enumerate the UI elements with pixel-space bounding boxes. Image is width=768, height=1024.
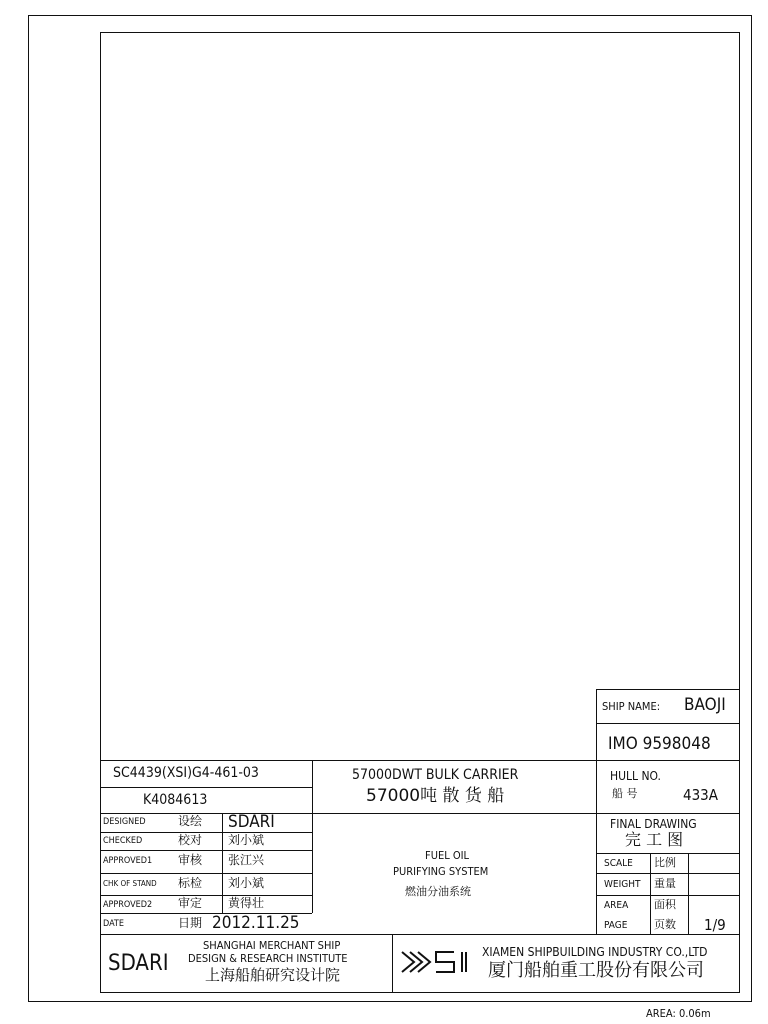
prop-label-cn: 页数: [654, 918, 676, 931]
signoff-value: 黄得壮: [228, 896, 265, 910]
divider: [596, 895, 739, 896]
divider: [650, 913, 651, 934]
signoff-role-cn: 审核: [178, 853, 203, 867]
signoff-role: APPROVED2: [103, 900, 153, 910]
signoff-role-cn: 日期: [178, 916, 203, 930]
divider: [596, 853, 739, 854]
divider: [222, 813, 223, 913]
signoff-role: CHK OF STAND: [103, 879, 157, 888]
page-number: 1/9: [704, 916, 726, 934]
drawing-title-line2: PURIFYING SYSTEM: [393, 865, 489, 878]
divider: [100, 787, 312, 788]
divider: [596, 913, 597, 934]
prop-label-cn: 重量: [654, 877, 676, 890]
hull-no-label-cn: 船 号: [612, 787, 638, 800]
drawing-stage-cn: 完 工 图: [625, 830, 684, 849]
ship-name-label: SHIP NAME:: [602, 700, 661, 713]
signoff-value: 刘小斌: [228, 876, 265, 890]
drawing-code: K4084613: [143, 792, 208, 808]
institute-name-cn: 上海船舶研究设计院: [205, 966, 341, 984]
institute-abbr: SDARI: [108, 951, 169, 976]
divider: [100, 895, 312, 896]
signoff-role-cn: 审定: [178, 896, 203, 910]
yard-name-en: XIAMEN SHIPBUILDING INDUSTRY CO.,LTD: [482, 945, 708, 959]
prop-label-cn: 比例: [654, 856, 676, 869]
signoff-value: 张江兴: [228, 853, 265, 867]
divider: [100, 832, 312, 833]
divider: [650, 853, 651, 913]
divider: [596, 689, 739, 690]
institute-line2: DESIGN & RESEARCH INSTITUTE: [188, 952, 348, 965]
signoff-value: 刘小斌: [228, 833, 265, 847]
signoff-role-cn: 设绘: [178, 814, 203, 828]
hull-no-value: 433A: [683, 786, 718, 804]
prop-label-cn: 面积: [654, 898, 676, 911]
divider: [100, 934, 739, 935]
signoff-role: CHECKED: [103, 836, 143, 846]
divider: [312, 760, 313, 913]
ship-name-value: BAOJI: [684, 695, 726, 715]
signoff-role-cn: 校对: [178, 833, 203, 847]
divider: [100, 760, 739, 761]
divider: [596, 873, 739, 874]
xsi-logo: [398, 946, 474, 978]
signoff-role: DATE: [103, 919, 124, 929]
signoff-role-cn: 标检: [178, 876, 203, 890]
divider: [596, 723, 739, 724]
signoff-role: DESIGNED: [103, 817, 146, 827]
drawing-stage-en: FINAL DRAWING: [610, 817, 697, 831]
divider: [688, 913, 689, 934]
area-footer: AREA: 0.06m: [646, 1007, 711, 1020]
imo-number: IMO 9598048: [608, 734, 711, 754]
divider: [100, 873, 312, 874]
xsi-logo-mark: [398, 946, 474, 978]
prop-label: AREA: [604, 900, 629, 911]
vessel-description-en: 57000DWT BULK CARRIER: [352, 767, 519, 783]
drawing-number: SC4439(XSI)G4-461-03: [113, 765, 259, 781]
signoff-value: 2012.11.25: [212, 913, 300, 933]
drawing-title-cn: 燃油分油系统: [405, 885, 471, 898]
signoff-value: SDARI: [228, 812, 275, 832]
signoff-role: APPROVED1: [103, 856, 153, 866]
drawing-title-line1: FUEL OIL: [425, 849, 470, 862]
divider: [392, 934, 393, 993]
vessel-description-cn: 57000吨 散 货 船: [366, 786, 505, 806]
hull-no-label: HULL NO.: [610, 769, 661, 783]
divider: [100, 850, 312, 851]
prop-label: PAGE: [604, 920, 628, 931]
divider: [688, 853, 689, 913]
prop-label: WEIGHT: [604, 879, 641, 890]
institute-line1: SHANGHAI MERCHANT SHIP: [203, 939, 341, 952]
yard-name-cn: 厦门船舶重工股份有限公司: [488, 960, 704, 981]
prop-label: SCALE: [604, 858, 633, 869]
